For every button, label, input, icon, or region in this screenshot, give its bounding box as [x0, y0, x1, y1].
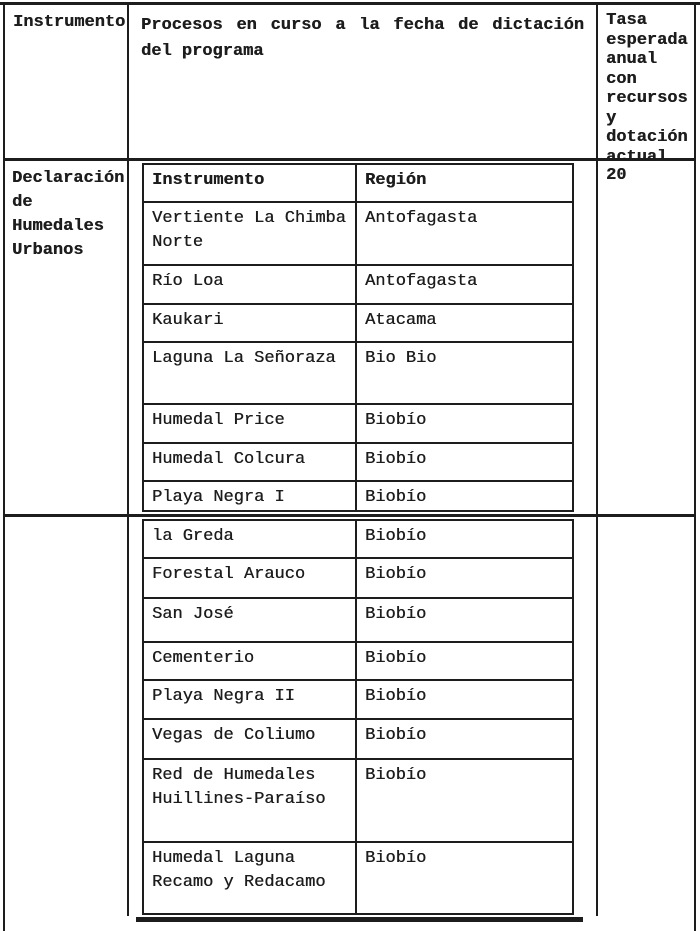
wetlands-header-region: Región	[356, 164, 573, 202]
wetland-row	[143, 759, 573, 842]
wetland-row	[143, 265, 573, 304]
wetland-row	[143, 680, 573, 719]
wetlands-table-part2	[142, 519, 574, 915]
wetland-name: Humedal Laguna Recamo y Redacamo	[143, 842, 356, 914]
rate-cell-continued	[596, 517, 694, 916]
wetland-region: Biobío	[356, 481, 573, 511]
wetland-region: Biobío	[356, 598, 573, 642]
wetland-row	[143, 443, 573, 481]
wetland-name: Laguna La Señoraza	[143, 342, 356, 404]
wetland-region: Biobío	[356, 404, 573, 443]
wetland-row	[143, 598, 573, 642]
wetland-region: Biobío	[356, 759, 573, 842]
wetland-row	[143, 342, 573, 404]
wetland-name: Playa Negra II	[143, 680, 356, 719]
wetland-region: Biobío	[356, 842, 573, 914]
wetland-name: Playa Negra I	[143, 481, 356, 511]
header-instrumento: Instrumento	[13, 13, 126, 32]
wetland-name: Forestal Arauco	[143, 558, 356, 598]
wetland-row	[143, 202, 573, 265]
wetland-name: Cementerio	[143, 642, 356, 680]
wetland-name: San José	[143, 598, 356, 642]
wetland-region: Biobío	[356, 558, 573, 598]
wetland-region: Biobío	[356, 520, 573, 558]
wetlands-table-part1	[142, 163, 574, 512]
table-body-row-2	[5, 514, 694, 916]
wetland-region: Antofagasta	[356, 265, 573, 304]
table-header-row	[5, 5, 694, 167]
processes-cell-part1	[127, 161, 596, 514]
header-procesos-en-curso: Procesos en curso a la fecha de dictación del programa	[127, 5, 596, 158]
instrument-name-cell: Declaración de Humedales Urbanos	[12, 169, 125, 260]
wetland-row	[143, 642, 573, 680]
wetland-name: Red de Humedales Huillines-Paraíso	[143, 759, 356, 842]
wetland-region: Biobío	[356, 642, 573, 680]
header-tasa-esperada: Tasa esperada anual con recursos y dotación actual	[596, 5, 694, 158]
wetland-row	[143, 842, 573, 914]
processes-cell-part2	[127, 517, 596, 916]
wetland-name: Kaukari	[143, 304, 356, 342]
wetland-region: Antofagasta	[356, 202, 573, 265]
wetland-name: Vertiente La Chimba Norte	[143, 202, 356, 265]
instrument-name-cell-continued	[5, 517, 127, 916]
wetland-row	[143, 481, 573, 511]
wetland-name: Río Loa	[143, 265, 356, 304]
wetlands-header-instrumento: Instrumento	[143, 164, 356, 202]
table-body-row-1	[5, 161, 694, 514]
program-table	[3, 5, 696, 931]
wetland-row	[143, 520, 573, 558]
cutoff-row-top-border	[136, 917, 583, 922]
wetlands-header-row	[143, 164, 573, 202]
wetland-region: Biobío	[356, 680, 573, 719]
rate-value-cell: 20	[596, 161, 694, 514]
wetland-row	[143, 558, 573, 598]
wetland-name: Humedal Price	[143, 404, 356, 443]
wetland-name: Humedal Colcura	[143, 443, 356, 481]
next-row-stub	[5, 916, 694, 925]
wetland-row	[143, 719, 573, 759]
wetland-region: Biobío	[356, 719, 573, 759]
wetland-region: Bio Bio	[356, 342, 573, 404]
wetland-region: Biobío	[356, 443, 573, 481]
wetland-name: la Greda	[143, 520, 356, 558]
wetland-region: Atacama	[356, 304, 573, 342]
wetland-name: Vegas de Coliumo	[143, 719, 356, 759]
wetland-row	[143, 304, 573, 342]
wetland-row	[143, 404, 573, 443]
